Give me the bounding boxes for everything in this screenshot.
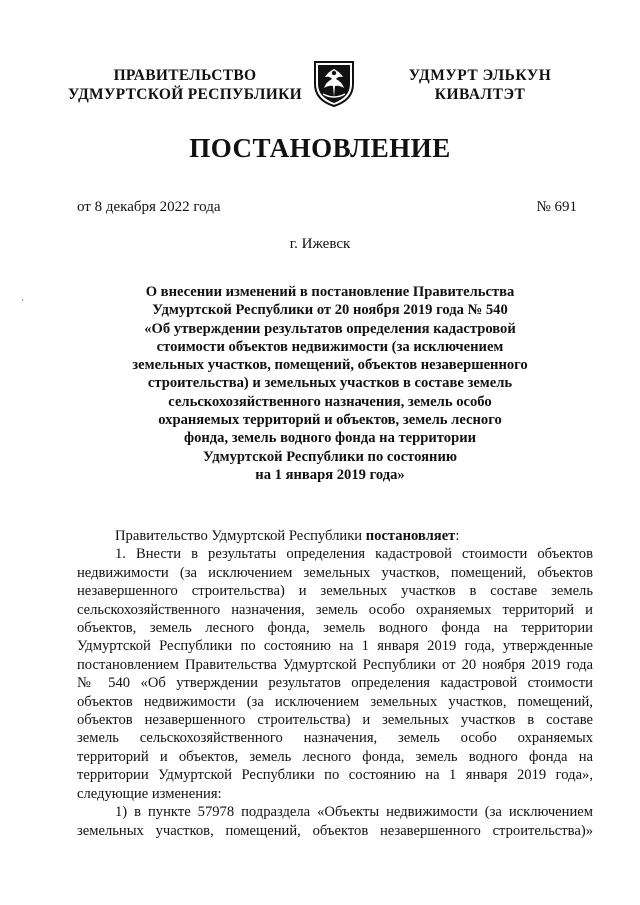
subject-line: Удмуртской Республики по состоянию [202, 448, 458, 465]
body-line: объектов незавершенного строительства) и земельных участков в составе [77, 712, 593, 729]
body-line: объектов недвижимости (за исключением земельных участков, помещений, [77, 693, 593, 710]
body-line: постановлением Правительства Удмуртской Республики от 20 ноября 2019 года [77, 656, 593, 673]
subject-line: земельных участков, помещений, объектов незавершенного [132, 357, 528, 374]
body-line: сельскохозяйственного назначения, земель особо охраняемых территорий и [77, 601, 593, 618]
intro-keyword: постановляет [365, 528, 456, 544]
body-line: незавершенного строительства) и земельных участков в составе земель [77, 583, 593, 600]
header-left-line2: УДМУРТСКОЙ РЕСПУБЛИКИ [67, 86, 302, 103]
body-line: Удмуртской Республики по состоянию на 1 января 2019 года, утвержденные [77, 638, 593, 655]
body-line: земельных участков, помещений, объектов незавершенного строительства)» [77, 822, 593, 839]
document-city: г. Ижевск [289, 236, 351, 252]
body-line: территорий и объектов, земель лесного фонда, земель водного фонда на [77, 748, 593, 765]
body-line: 1. Внести в результаты определения кадастровой стоимости объектов [115, 546, 593, 563]
header-left-line1: ПРАВИТЕЛЬСТВО [113, 67, 257, 84]
subject-line: фонда, земель водного фонда на территории [183, 430, 477, 447]
scan-speck [22, 299, 23, 301]
subject-line: сельскохозяйственного назначения, земель особо [168, 393, 492, 410]
header-left-block [60, 66, 310, 104]
header-right-line1: УДМУРТ ЭЛЬКУН [408, 67, 552, 84]
intro-suffix: : [455, 528, 460, 544]
body-line: № 540 «Об утверждении результатов определения кадастровой стоимости [77, 675, 593, 692]
subject-line: строительства) и земельных участков в составе земель [147, 375, 513, 392]
subject-line: охраняемых территорий и объектов, земель лесного [158, 412, 502, 429]
body-line: земель сельскохозяйственного назначения, земель особо охраняемых [77, 730, 593, 747]
subject-line: стоимости объектов недвижимости (за исключением [156, 338, 504, 355]
header-right-block [390, 66, 570, 104]
body-line: объектов, земель лесного фонда, земель водного фонда на территории [77, 620, 593, 637]
intro-prefix: Правительство Удмуртской Республики [115, 528, 366, 544]
intro-paragraph [77, 527, 593, 545]
document-number: № 691 [536, 199, 577, 215]
subject-line: Удмуртской Республики от 20 ноября 2019 года № 540 [152, 302, 508, 319]
body-line: следующие изменения: [77, 785, 222, 802]
body-line: 1) в пункте 57978 подраздела «Объекты недвижимости (за исключением [115, 804, 593, 821]
document-body [77, 527, 593, 840]
subject-line: О внесении изменений в постановление Правительства [145, 284, 515, 300]
document-date: от 8 декабря 2022 года [77, 199, 221, 215]
subject-line: на 1 января 2019 года» [255, 466, 405, 483]
document-title: ПОСТАНОВЛЕНИЕ [189, 133, 451, 163]
document-subject [110, 283, 550, 484]
body-line: недвижимости (за исключением земельных участков, помещений, объектов [77, 564, 593, 581]
udmurt-coat-of-arms-icon [311, 58, 357, 108]
header-right-line2: КИВАЛТЭТ [434, 86, 526, 103]
body-line: территории Удмуртской Республики по состоянию на 1 января 2019 года», [77, 767, 593, 784]
subject-line: «Об утверждении результатов определения кадастровой [144, 320, 516, 337]
